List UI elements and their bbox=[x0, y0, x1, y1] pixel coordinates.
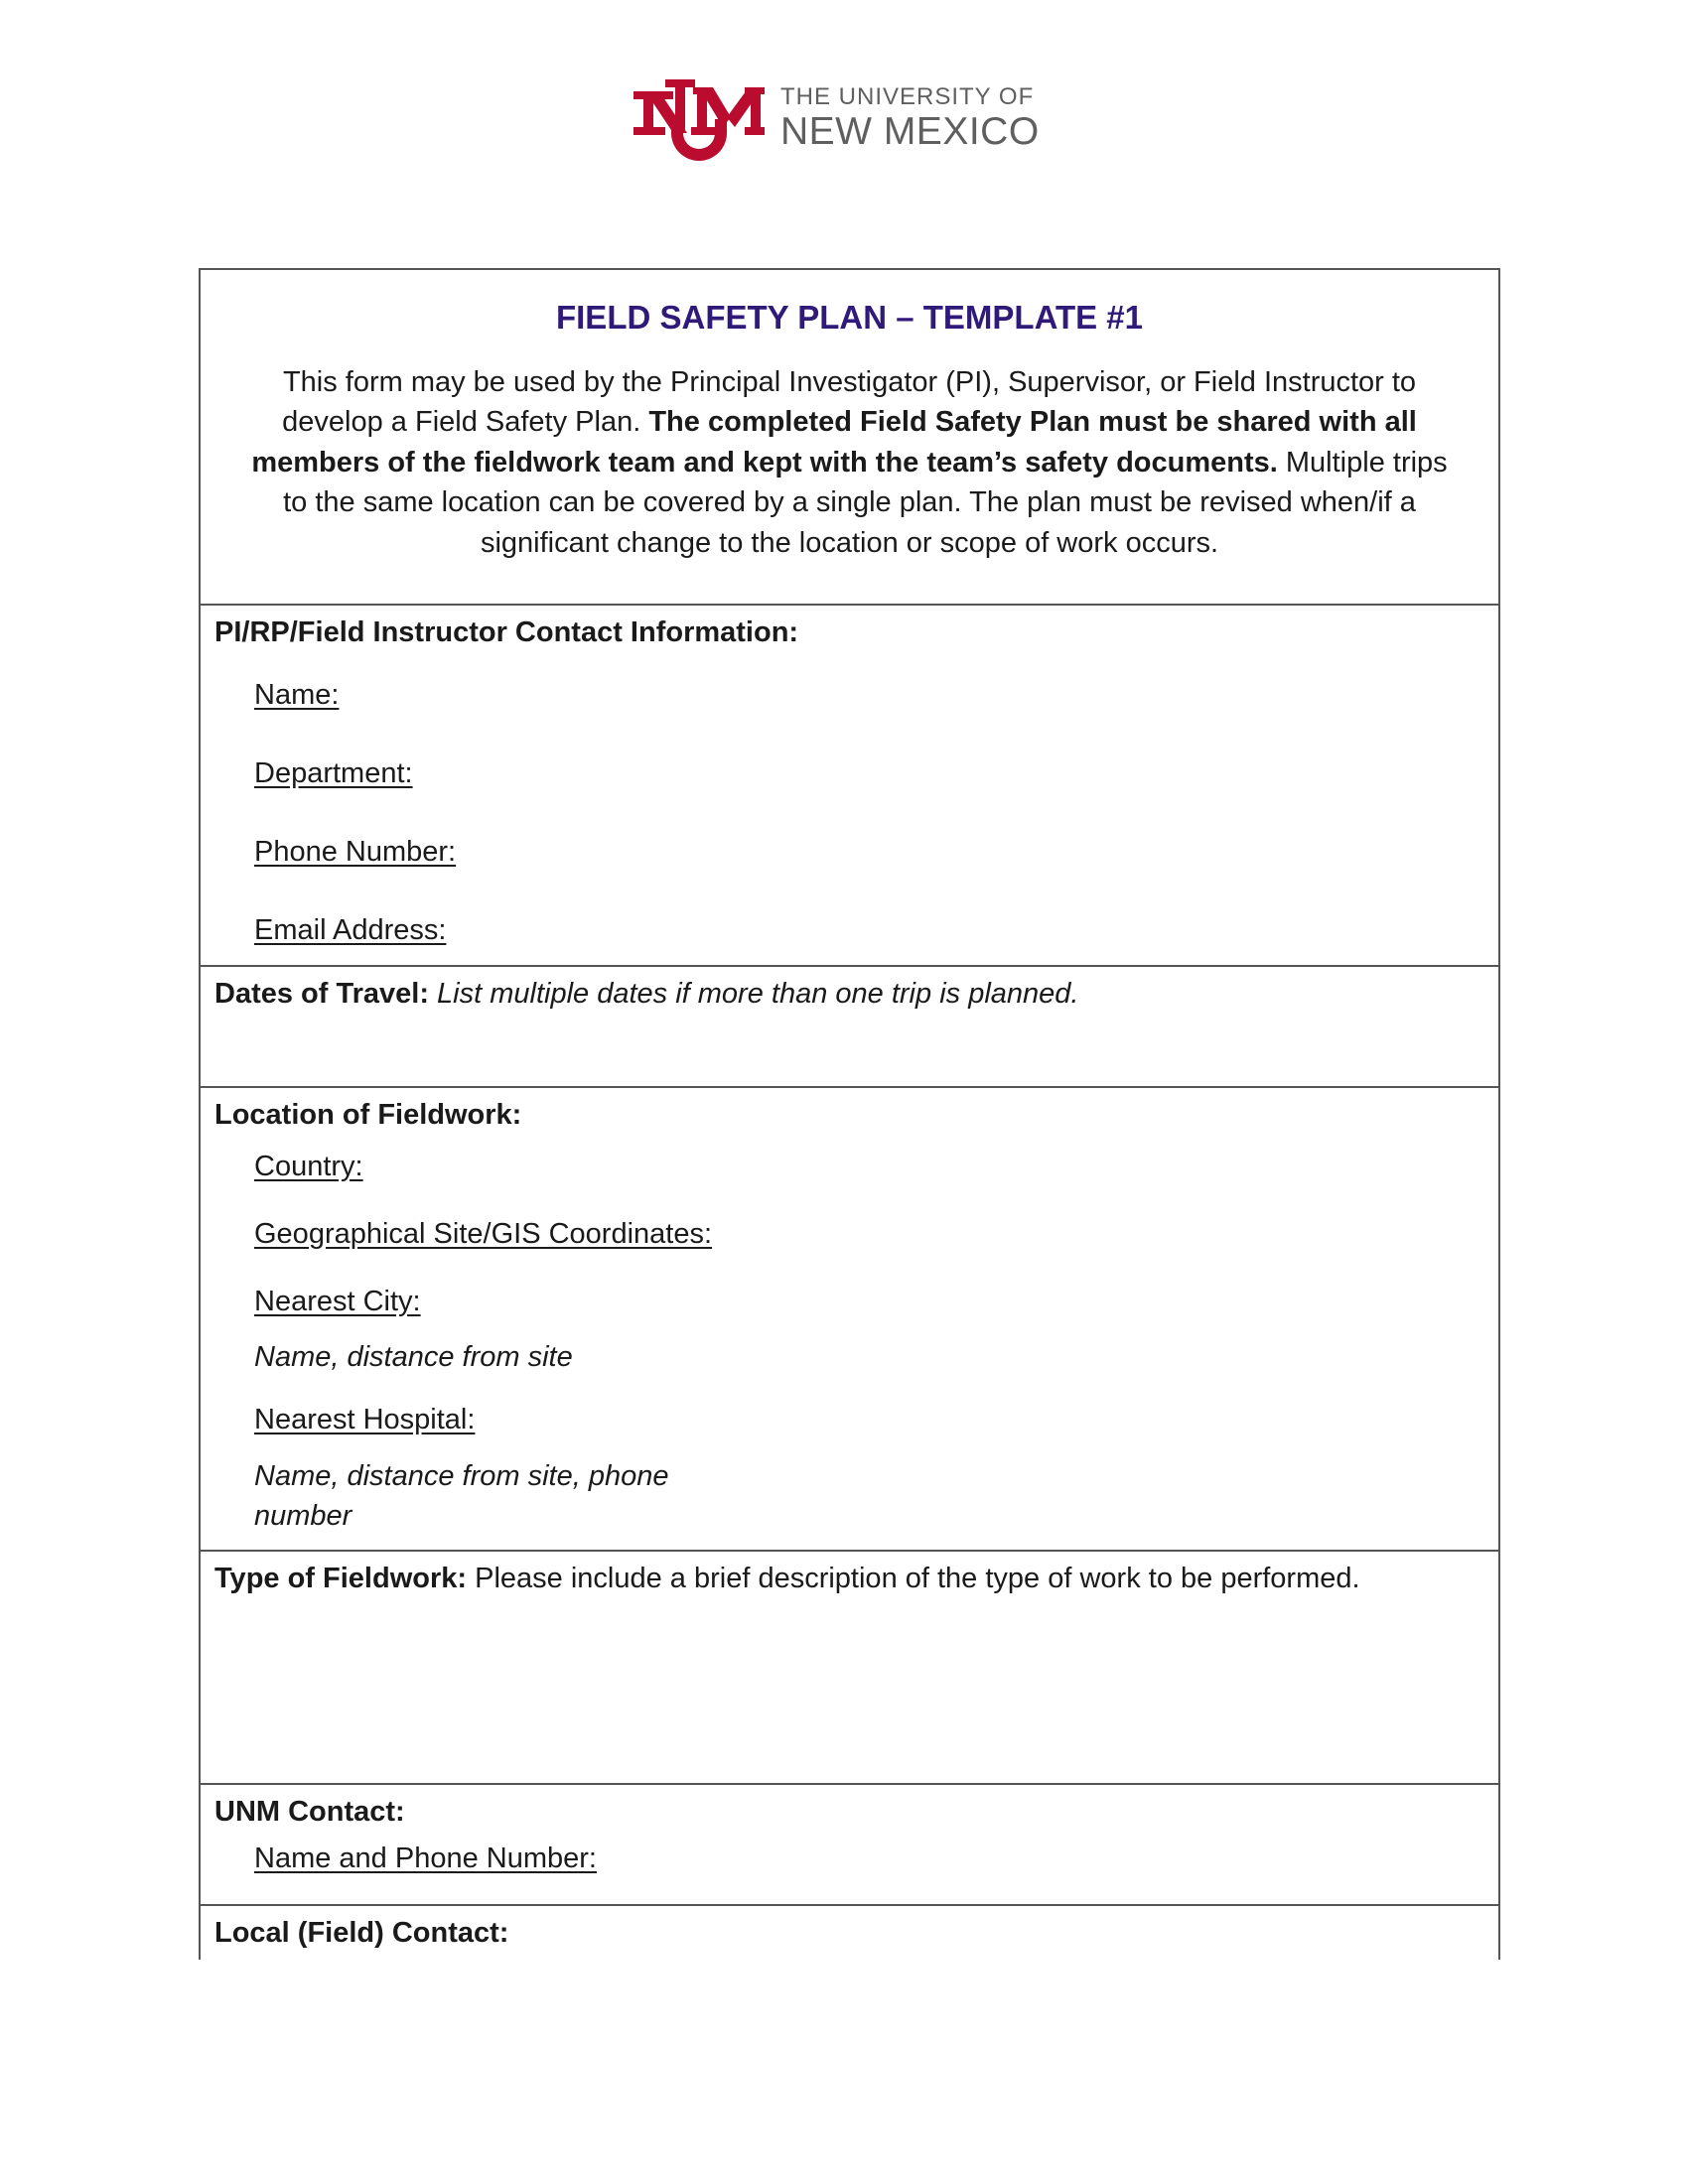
intro-part2: Multiple trips to the same location can be covered by a single plan. The plan must be revised when/if a significant change to the location or scope of work occurs. bbox=[283, 446, 1448, 559]
name-field-label[interactable]: Name: bbox=[254, 679, 340, 711]
local-contact-section bbox=[201, 1904, 1498, 1960]
unm-contact-section bbox=[201, 1783, 1498, 1904]
unm-contact-field-label[interactable]: Name and Phone Number: bbox=[254, 1843, 597, 1874]
hospital-hint-line2: number bbox=[254, 1500, 352, 1532]
unm-contact-heading: UNM Contact: bbox=[214, 1796, 405, 1828]
type-heading-line[interactable] bbox=[214, 1560, 1360, 1598]
travel-section bbox=[201, 965, 1498, 1086]
intro-part1: This form may be used by the Principal Investigator (PI), Supervisor, or Field Instructor to develop a Field Safety Plan. bbox=[282, 365, 1417, 439]
travel-heading: Dates of Travel: bbox=[214, 978, 429, 1010]
email-field-label[interactable]: Email Address: bbox=[254, 914, 447, 946]
city-hint: Name, distance from site bbox=[254, 1341, 573, 1373]
intro-section bbox=[201, 270, 1498, 604]
intro-text bbox=[239, 362, 1461, 564]
local-contact-heading: Local (Field) Contact: bbox=[214, 1917, 509, 1949]
unm-monogram-icon bbox=[632, 73, 766, 163]
type-hint: Please include a brief description of the type of work to be performed. bbox=[475, 1563, 1360, 1594]
logo-text-top: THE UNIVERSITY OF bbox=[780, 83, 1035, 110]
location-heading: Location of Fieldwork: bbox=[214, 1099, 522, 1131]
logo-wordmark bbox=[780, 85, 1040, 151]
type-heading: Type of Fieldwork: bbox=[214, 1563, 468, 1594]
site-field-label[interactable]: Geographical Site/GIS Coordinates: bbox=[254, 1218, 713, 1250]
travel-heading-line[interactable] bbox=[214, 975, 1078, 1014]
hospital-hint-line1: Name, distance from site, phone bbox=[254, 1460, 669, 1492]
intro-bold: The completed Field Safety Plan must be shared with all members of the fieldwork team and kept with the team’s safety documents. bbox=[251, 406, 1417, 478]
contact-section bbox=[201, 604, 1498, 965]
country-field-label[interactable]: Country: bbox=[254, 1151, 363, 1182]
department-field-label[interactable]: Department: bbox=[254, 757, 413, 789]
form-title: FIELD SAFETY PLAN – TEMPLATE #1 bbox=[555, 299, 1144, 336]
travel-hint: List multiple dates if more than one trip is planned. bbox=[437, 978, 1079, 1010]
field-safety-form bbox=[199, 268, 1500, 1960]
unm-logo bbox=[632, 73, 1049, 163]
location-section bbox=[201, 1086, 1498, 1550]
contact-heading: PI/RP/Field Instructor Contact Information: bbox=[214, 616, 799, 648]
logo-text-bottom: NEW MEXICO bbox=[780, 110, 1040, 153]
type-section bbox=[201, 1550, 1498, 1783]
phone-field-label[interactable]: Phone Number: bbox=[254, 836, 457, 868]
hospital-field-label[interactable]: Nearest Hospital: bbox=[254, 1404, 476, 1435]
city-field-label[interactable]: Nearest City: bbox=[254, 1286, 421, 1317]
